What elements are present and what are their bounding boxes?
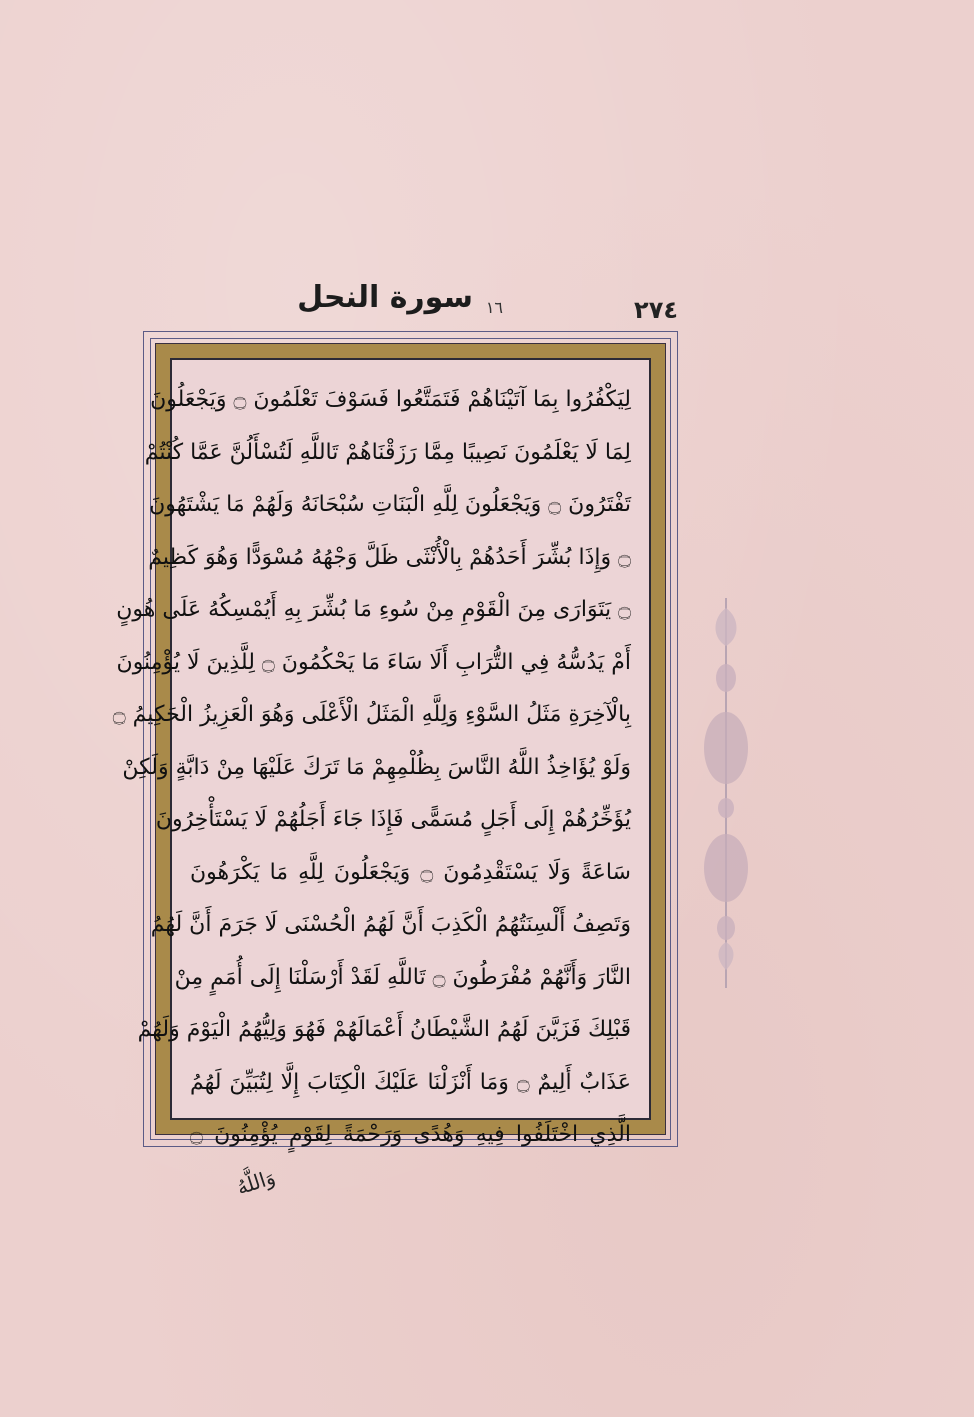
verse-line [155,794,631,846]
verse-line-text: يُؤَخِّرُهُمْ إِلَى أَجَلٍ مُسَمًّى فَإِذَا جَاءَ أَجَلُهُمْ لَا يَسْتَأْخِرُونَ [155,807,631,832]
verse-line [144,427,631,479]
catchword [206,1164,278,1225]
verse-line-text: النَّارَ وَأَنَّهُمْ مُفْرَطُونَ ۝ تَاللَّهِ لَقَدْ أَرْسَلْنَا إِلَى أُمَمٍ مِنْ [174,964,631,990]
verse-line [112,689,631,741]
page-header [158,278,678,326]
verse-line-text: بِالْآخِرَةِ مَثَلُ السَّوْءِ وَلِلَّهِ الْمَثَلُ الْأَعْلَى وَهُوَ الْعَزِيزُ الْحَكِيمُ ۝ [112,702,631,727]
verse-line [122,742,631,794]
verse-line [150,899,631,951]
verse-line-text: أَمْ يَدُسُّهُ فِي التُّرَابِ أَلَا سَاءَ مَا يَحْكُمُونَ ۝ لِلَّذِينَ لَا يُؤْمِنُونَ [116,649,631,675]
verse-line [190,1109,631,1161]
page-number: ٢٧٤ [634,296,678,324]
verse-line [148,532,631,584]
verse-line [116,584,631,636]
verse-line-text: لِمَا لَا يَعْلَمُونَ نَصِيبًا مِمَّا رَزَقْنَاهُمْ تَاللَّهِ لَتُسْأَلُنَّ عَمَّا كُنْتُمْ [144,439,631,465]
verse-line [116,637,631,689]
margin-ornament-icon [702,598,750,988]
verse-line [190,1057,631,1109]
verse-line-text: وَتَصِفُ أَلْسِنَتُهُمُ الْكَذِبَ أَنَّ لَهُمُ الْحُسْنَى لَا جَرَمَ أَنَّ لَهُمُ [150,912,631,937]
verse-line-text: لِيَكْفُرُوا بِمَا آتَيْنَاهُمْ فَتَمَتَّعُوا فَسَوْفَ تَعْلَمُونَ ۝ وَيَجْعَلُونَ [150,387,631,412]
verse-line [150,374,631,426]
verse-line-text: ۝ يَتَوَارَى مِنَ الْقَوْمِ مِنْ سُوءِ مَا بُشِّرَ بِهِ أَيُمْسِكُهُ عَلَى هُونٍ [116,597,631,622]
verse-line-text: تَفْتَرُونَ ۝ وَيَجْعَلُونَ لِلَّهِ الْبَنَاتِ سُبْحَانَهُ وَلَهُمْ مَا يَشْتَهُونَ [149,492,631,517]
verse-line-text: ۝ وَإِذَا بُشِّرَ أَحَدُهُمْ بِالْأُنْثَى ظَلَّ وَجْهُهُ مُسْوَدًّا وَهُوَ كَظِيمٌ [148,544,631,570]
verse-line [174,952,631,1004]
verse-line-text: سَاعَةً وَلَا يَسْتَقْدِمُونَ ۝ وَيَجْعَلُونَ لِلَّهِ مَا يَكْرَهُونَ [190,859,631,885]
verse-line [137,1004,631,1056]
verse-line-text: الَّذِي اخْتَلَفُوا فِيهِ وَهُدًى وَرَحْمَةً لِقَوْمٍ يُؤْمِنُونَ ۝ [190,1122,631,1147]
verse-line-text: قَبْلِكَ فَزَيَّنَ لَهُمُ الشَّيْطَانُ أَعْمَالَهُمْ فَهُوَ وَلِيُّهُمُ الْيَوْمَ وَلَهُمْ [137,1017,631,1042]
verse-line [149,479,631,531]
verse-line [190,847,631,899]
surah-title: سورة النحل [297,280,473,315]
catchword-text: وَاللَّهُ [233,1164,278,1200]
surah-number: ١٦ [485,298,503,317]
verse-line-text: عَذَابٌ أَلِيمٌ ۝ وَمَا أَنْزَلْنَا عَلَيْكَ الْكِتَابَ إِلَّا لِتُبَيِّنَ لَهُمُ [190,1069,631,1095]
verse-line-text: وَلَوْ يُؤَاخِذُ اللَّهُ النَّاسَ بِظُلْمِهِمْ مَا تَرَكَ عَلَيْهَا مِنْ دَابَّةٍ وَلَكِنْ [122,754,631,780]
verse-text-block [112,374,631,1147]
